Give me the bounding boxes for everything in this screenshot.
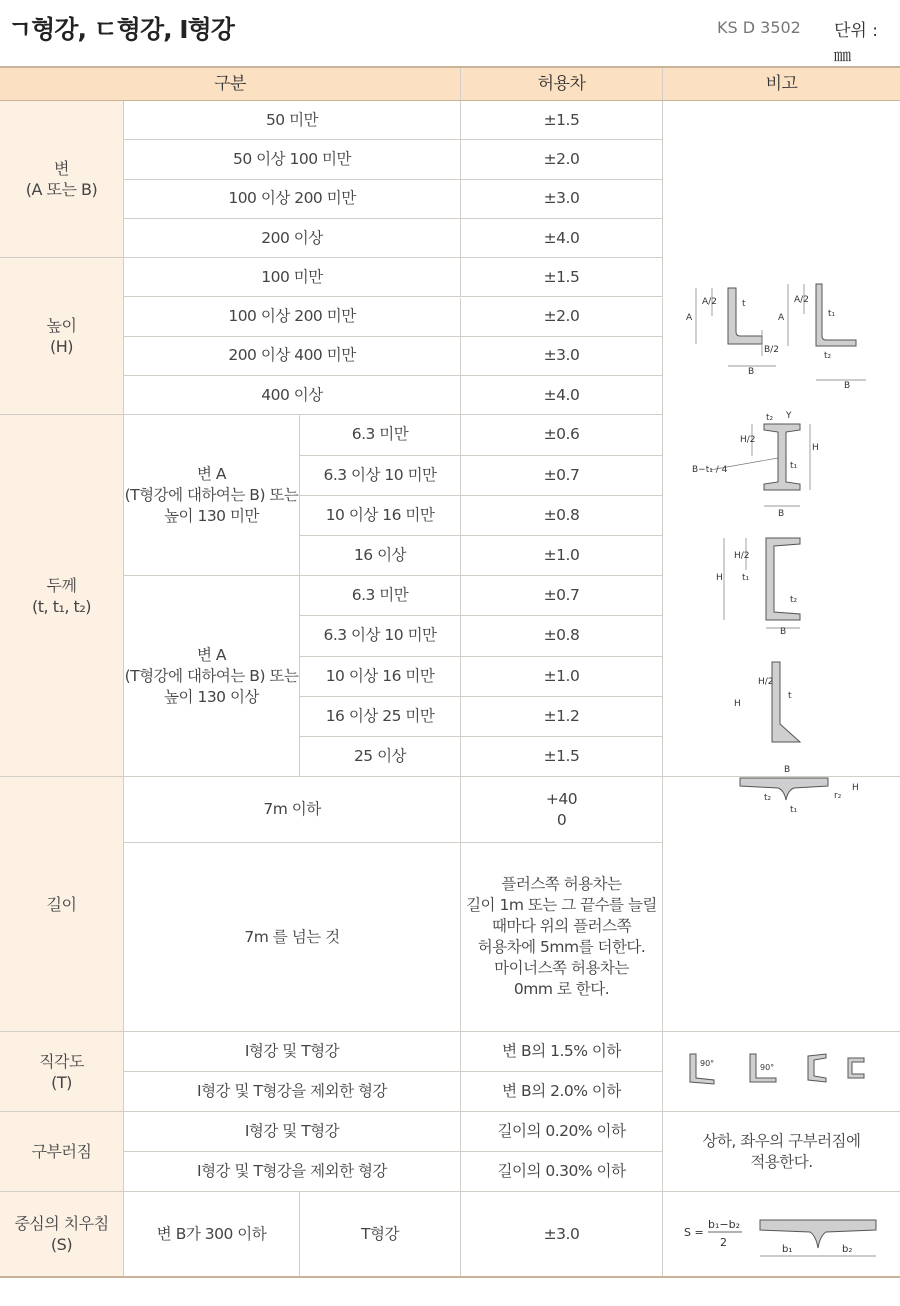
table-cell-range: 50 미만 <box>124 101 461 140</box>
table-cell-tolerance: +40 0 <box>461 777 663 843</box>
channel-label-H-half: H/2 <box>734 551 750 561</box>
tsec-label-r2: r₂ <box>834 791 842 801</box>
t-section-figure <box>732 760 872 822</box>
bulb-label-H-half: H/2 <box>758 677 774 687</box>
bulb-label-t: t <box>788 691 792 701</box>
table-top-rule <box>0 66 900 68</box>
table-cell-range: 7m 이하 <box>124 777 461 843</box>
t-section-shape <box>740 778 828 800</box>
tsec-label-H: H <box>852 783 859 793</box>
s-formula-den: 2 <box>720 1236 727 1249</box>
ibeam-label-H: H <box>812 443 819 453</box>
header-remarks: 비고 <box>663 68 900 101</box>
table-cell-tolerance: ±3.0 <box>461 180 663 219</box>
channel-label-t1: t₁ <box>742 573 750 583</box>
channel-shape <box>766 538 800 620</box>
table-cell-tolerance: ±0.8 <box>461 616 663 656</box>
table-cell-tolerance: 길이의 0.30% 이하 <box>461 1152 663 1192</box>
category-squareness: 직각도 (T) <box>0 1032 124 1112</box>
table-cell-range: 400 이상 <box>124 376 461 415</box>
table-cell-range: 6.3 미만 <box>300 415 461 455</box>
s-formula-left: S = <box>684 1226 704 1239</box>
i-beam-figure <box>690 408 830 520</box>
bulb-flat-shape <box>772 662 800 742</box>
table-cell-tolerance: ±1.5 <box>461 101 663 140</box>
channel-label-H: H <box>716 573 723 583</box>
sq-channel-shape-2 <box>848 1058 864 1078</box>
header-category: 구분 <box>0 68 461 101</box>
fig-label-B-half: B/2 <box>764 345 779 355</box>
fig-label-t2: t₂ <box>824 351 832 361</box>
ibeam-label-B: B <box>778 509 785 519</box>
fig-label-A-half-2: A/2 <box>794 295 809 305</box>
i-beam-shape <box>764 424 800 490</box>
s-formula-num: b₁−b₂ <box>708 1218 741 1231</box>
equal-angle-shape <box>728 288 762 344</box>
thickness-group-label: 변 A (T형강에 대하여는 B) 또는 높이 130 이상 <box>124 576 300 777</box>
table-cell-range: 6.3 미만 <box>300 576 461 616</box>
table-cell-tolerance: ±1.5 <box>461 258 663 297</box>
squareness-figure <box>680 1044 890 1100</box>
table-cell-range: 100 이상 200 미만 <box>124 298 461 337</box>
table-cell-tolerance: ±1.0 <box>461 657 663 697</box>
ibeam-label-Y: Y <box>786 411 792 421</box>
table-cell-tolerance: 플러스쪽 허용차는 길이 1m 또는 그 끝수를 늘릴 때마다 위의 플러스쪽 허용차에 5mm를 더한다. 마이너스쪽 허용차는 0mm 로 한다. <box>461 843 663 1032</box>
s-label-b1: b₁ <box>782 1244 793 1255</box>
category-length: 길이 <box>0 777 124 1032</box>
table-cell-range: 50 이상 100 미만 <box>124 140 461 179</box>
ibeam-label-Bt1-4: B−t₁ / 4 <box>692 465 728 475</box>
table-cell-tolerance: 변 B의 1.5% 이하 <box>461 1032 663 1072</box>
table-cell-tolerance: ±3.0 <box>461 1192 663 1277</box>
sq-channel-shape-1 <box>808 1054 826 1082</box>
table-cell-range: 200 이상 400 미만 <box>124 337 461 376</box>
thickness-group-label: 변 A (T형강에 대하여는 B) 또는 높이 130 미만 <box>124 415 300 576</box>
s-label-b2: b₂ <box>842 1244 853 1255</box>
table-bottom-rule <box>0 1276 900 1278</box>
category-center-deviation: 중심의 치우침 (S) <box>0 1192 124 1277</box>
channel-figure <box>690 530 850 636</box>
table-cell-range: 100 이상 200 미만 <box>124 180 461 219</box>
s-t-shape <box>760 1220 876 1248</box>
fig-label-t1: t₁ <box>828 309 836 319</box>
table-cell-range: I형강 및 T형강 <box>124 1032 461 1072</box>
table-cell-tolerance: ±0.7 <box>461 576 663 616</box>
ibeam-label-t1: t₁ <box>790 461 798 471</box>
category-height: 높이 (H) <box>0 258 124 415</box>
table-cell-tolerance: ±4.0 <box>461 219 663 258</box>
table-cell-range: 25 이상 <box>300 737 461 777</box>
bulb-label-H: H <box>734 699 741 709</box>
ibeam-label-t2: t₂ <box>766 413 774 423</box>
table-cell-range: I형강 및 T형강 <box>124 1112 461 1152</box>
center-deviation-figure <box>678 1208 888 1264</box>
fig-label-B-2: B <box>844 381 851 390</box>
table-cell-tolerance: ±3.0 <box>461 337 663 376</box>
header-tolerance: 허용차 <box>461 68 663 101</box>
sq-label-90-2: 90° <box>760 1063 775 1072</box>
table-cell-range: 10 이상 16 미만 <box>300 657 461 697</box>
table-cell-range: 6.3 이상 10 미만 <box>300 616 461 656</box>
fig-label-B: B <box>748 367 755 377</box>
standard-code: KS D 3502 <box>717 18 801 37</box>
table-cell-range: 6.3 이상 10 미만 <box>300 456 461 496</box>
fig-label-A-half: A/2 <box>702 297 717 307</box>
table-cell-tolerance: ±0.8 <box>461 496 663 536</box>
table-cell-tolerance: ±0.7 <box>461 456 663 496</box>
table-cell-range: 10 이상 16 미만 <box>300 496 461 536</box>
table-cell-tolerance: 변 B의 2.0% 이하 <box>461 1072 663 1112</box>
ibeam-label-H-half: H/2 <box>740 435 756 445</box>
table-cell-range: 100 미만 <box>124 258 461 297</box>
table-cell-range: 7m 를 넘는 것 <box>124 843 461 1032</box>
channel-label-t2: t₂ <box>790 595 798 605</box>
fig-label-A: A <box>686 313 693 323</box>
table-cell-range: 200 이상 <box>124 219 461 258</box>
table-cell-tolerance: ±0.6 <box>461 415 663 455</box>
table-cell-tolerance: 길이의 0.20% 이하 <box>461 1112 663 1152</box>
tsec-label-B: B <box>784 765 791 775</box>
category-bending: 구부러짐 <box>0 1112 124 1192</box>
channel-label-B: B <box>780 627 787 636</box>
bulb-flat-figure <box>720 656 820 746</box>
tsec-label-t2: t₂ <box>764 793 772 803</box>
table-cell-tolerance: ±2.0 <box>461 298 663 337</box>
table-cell-range: I형강 및 T형강을 제외한 형강 <box>124 1152 461 1192</box>
fig-label-A-2: A <box>778 313 785 323</box>
table-cell-tolerance: ±1.5 <box>461 737 663 777</box>
angle-section-figure <box>676 270 876 390</box>
table-cell-tolerance: ±2.0 <box>461 140 663 179</box>
category-side: 변 (A 또는 B) <box>0 101 124 258</box>
fig-label-t: t <box>742 299 746 309</box>
tsec-label-t1: t₁ <box>790 805 798 815</box>
table-cell-range: 16 이상 25 미만 <box>300 697 461 737</box>
table-cell-type: T형강 <box>300 1192 461 1277</box>
table-cell-tolerance: ±1.0 <box>461 536 663 576</box>
sq-label-90-1: 90° <box>700 1059 715 1068</box>
table-cell-tolerance: ±1.2 <box>461 697 663 737</box>
table-cell-range: 16 이상 <box>300 536 461 576</box>
remarks-bending-note: 상하, 좌우의 구부러짐에 적용한다. <box>663 1112 900 1192</box>
table-cell-tolerance: ±4.0 <box>461 376 663 415</box>
table-cell-range: I형강 및 T형강을 제외한 형강 <box>124 1072 461 1112</box>
category-thickness: 두께 (t, t₁, t₂) <box>0 415 124 777</box>
unequal-angle-shape <box>816 284 856 346</box>
page-title: ㄱ형강, ㄷ형강, I형강 <box>8 15 234 44</box>
table-cell-range: 변 B가 300 이하 <box>124 1192 300 1277</box>
unit-label: 단위 : ㎜ <box>834 21 878 66</box>
